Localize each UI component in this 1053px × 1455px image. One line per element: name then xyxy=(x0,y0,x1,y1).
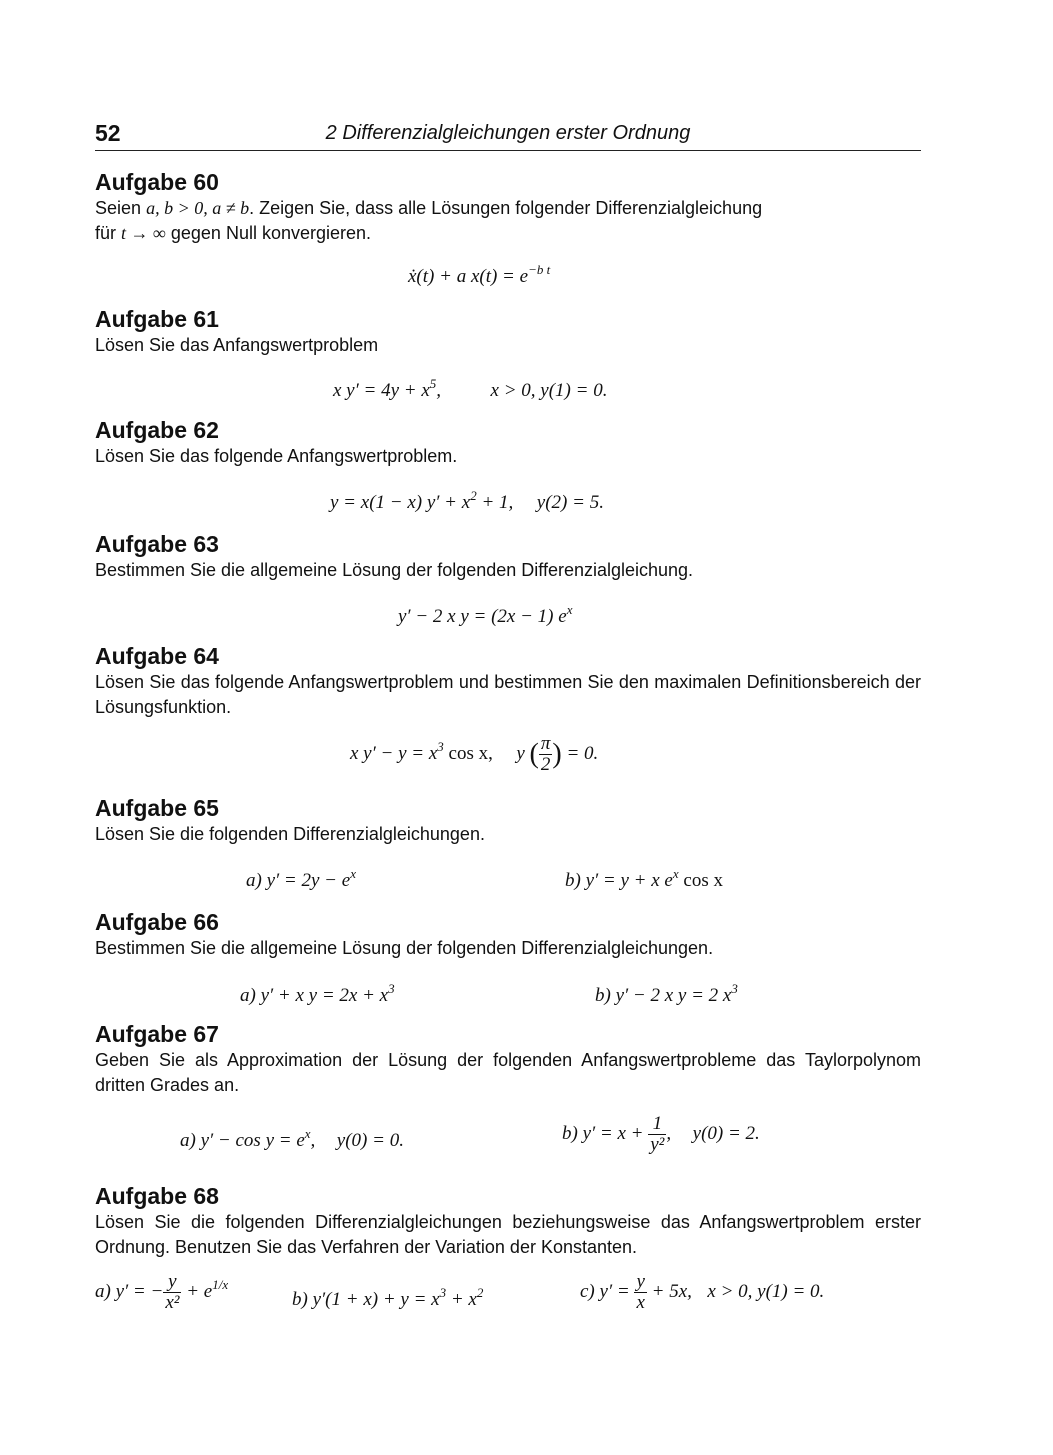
eq-main: y′ = xyxy=(599,1280,630,1302)
task-66 xyxy=(95,908,921,961)
eq-main: y′ − 2 x y = 2 x xyxy=(615,985,732,1006)
task-text: Lösen Sie das folgende Anfangswertproblem und bestimmen Sie den maximalen Definitionsbereich der Lösungsfunktion. xyxy=(95,672,921,717)
fraction-numerator: y xyxy=(636,1271,645,1292)
task-title: Aufgabe 62 xyxy=(95,417,219,443)
eq-main: y = x(1 − x) y′ + x xyxy=(330,492,471,513)
eq-condition: = 0. xyxy=(566,742,599,764)
task-text xyxy=(95,196,921,246)
eq-label: b) xyxy=(565,870,581,891)
eq-label: b) xyxy=(292,1289,308,1310)
eq-tail: cos x, xyxy=(448,742,493,764)
equation-65a xyxy=(246,866,356,892)
eq-condition: x > 0, y(1) = 0. xyxy=(490,380,608,401)
fraction-denominator: x² xyxy=(165,1292,180,1313)
eq-exponent: −b t xyxy=(528,262,551,277)
task-61 xyxy=(95,305,921,358)
equation-63 xyxy=(398,602,572,628)
task-title: Aufgabe 64 xyxy=(95,643,219,669)
eq-main: y′ − 2 x y = (2x − 1) e xyxy=(398,606,567,627)
text-part: gegen Null konvergieren. xyxy=(170,223,372,243)
fraction xyxy=(648,1114,666,1155)
task-68 xyxy=(95,1182,921,1260)
eq-condition: y(2) = 5. xyxy=(536,492,604,513)
equation-68c xyxy=(580,1272,824,1313)
task-67 xyxy=(95,1020,921,1098)
eq-exponent: 5 xyxy=(429,376,437,391)
eq-condition: y(0) = 0. xyxy=(336,1130,404,1151)
eq-mid: + x xyxy=(450,1289,477,1310)
eq-exponent: 1/x xyxy=(212,1276,229,1292)
equation-65b xyxy=(565,866,723,892)
task-64 xyxy=(95,642,921,720)
task-title: Aufgabe 65 xyxy=(95,795,219,821)
eq-exponent: 3 xyxy=(731,981,738,996)
math-condition: a, b > 0, a ≠ b xyxy=(146,198,250,218)
task-title: Aufgabe 67 xyxy=(95,1021,219,1047)
fraction-denominator: 2 xyxy=(540,754,551,775)
equation-62 xyxy=(330,488,604,514)
eq-exponent: 3 xyxy=(439,1285,447,1300)
eq-main: y′ + x y = 2x + x xyxy=(260,985,389,1006)
equation-67b xyxy=(562,1114,760,1155)
eq-exponent: x xyxy=(350,866,356,881)
eq-tail: , xyxy=(436,380,442,401)
equation-61 xyxy=(333,376,607,402)
eq-main: y′ = x + xyxy=(582,1122,644,1144)
task-text: Lösen Sie das folgende Anfangswertproblem. xyxy=(95,446,458,466)
eq-tail: cos x xyxy=(683,870,723,891)
eq-exponent: 3 xyxy=(437,738,444,754)
eq-label: b) xyxy=(562,1122,578,1144)
eq-tail: + e xyxy=(186,1280,213,1302)
eq-main: ẋ(t) + a x(t) = e xyxy=(408,266,529,287)
eq-main: y′ = 2y − e xyxy=(266,870,351,891)
task-65 xyxy=(95,794,921,847)
equation-66a xyxy=(240,981,395,1007)
eq-main: y′ = y + x e xyxy=(585,870,673,891)
paren-right: ) xyxy=(552,738,562,770)
eq-exponent: x xyxy=(566,602,573,617)
eq-main: y′ = − xyxy=(115,1280,164,1302)
eq-label: b) xyxy=(595,985,611,1006)
task-text: Geben Sie als Approximation der Lösung der folgenden Anfangswertprobleme das Taylorpolynom dritten Grades an. xyxy=(95,1050,921,1095)
fraction-denominator: y² xyxy=(650,1134,665,1155)
task-text: Lösen Sie das Anfangswertproblem xyxy=(95,335,379,355)
eq-label: a) xyxy=(246,870,262,891)
equation-68a xyxy=(95,1272,228,1313)
page-header xyxy=(95,118,921,151)
eq-condition: y xyxy=(516,742,525,764)
eq-condition: y(0) = 2. xyxy=(692,1122,760,1144)
eq-main: y′ − cos y = e xyxy=(200,1130,305,1151)
eq-exponent: x xyxy=(672,866,679,881)
eq-exponent: 3 xyxy=(388,981,395,996)
equation-64 xyxy=(350,734,598,775)
fraction xyxy=(634,1272,646,1313)
fraction-numerator: y xyxy=(163,1272,181,1293)
eq-main: x y′ = 4y + x xyxy=(333,380,430,401)
task-title: Aufgabe 63 xyxy=(95,531,219,557)
equation-60 xyxy=(408,262,550,288)
chapter-title: 2 Differenzialgleichungen erster Ordnung xyxy=(325,122,691,144)
fraction-denominator: x xyxy=(636,1292,645,1313)
equation-67a xyxy=(180,1126,404,1152)
eq-exponent: 2 xyxy=(476,1285,484,1300)
page-number: 52 xyxy=(95,120,121,146)
math-limit: t → ∞ xyxy=(121,223,166,243)
task-text: Lösen Sie die folgenden Differenzialgleichungen. xyxy=(95,824,485,844)
eq-label: a) xyxy=(95,1280,111,1302)
paren-left: ( xyxy=(529,738,539,770)
task-text: Lösen Sie die folgenden Differenzialgleichungen beziehungsweise das Anfangswertproblem erster Ordnung. Benutzen Sie das Verfahren der Variation der Konstanten. xyxy=(95,1212,921,1257)
task-text: Bestimmen Sie die allgemeine Lösung der folgenden Differenzialgleichungen. xyxy=(95,938,714,958)
fraction-numerator: 1 xyxy=(648,1114,666,1135)
task-63 xyxy=(95,530,921,583)
eq-tail: + 5x, xyxy=(651,1280,692,1302)
eq-tail: , xyxy=(310,1130,316,1151)
text-part: Seien xyxy=(95,198,142,218)
text-part: . Zeigen Sie, dass alle Lösungen folgender Differenzialgleichung xyxy=(249,198,763,218)
task-title: Aufgabe 68 xyxy=(95,1183,219,1209)
eq-tail: , xyxy=(666,1122,672,1144)
task-title: Aufgabe 60 xyxy=(95,169,219,195)
eq-condition: x > 0, y(1) = 0. xyxy=(707,1280,825,1302)
eq-tail: + 1, xyxy=(481,492,514,513)
eq-exponent: 2 xyxy=(470,488,477,503)
task-title: Aufgabe 61 xyxy=(95,306,219,332)
task-text: Bestimmen Sie die allgemeine Lösung der folgenden Differenzialgleichung. xyxy=(95,560,694,580)
task-title: Aufgabe 66 xyxy=(95,909,219,935)
eq-label: c) xyxy=(580,1280,595,1302)
fraction xyxy=(539,734,553,775)
text-part: für xyxy=(95,223,117,243)
equation-66b xyxy=(595,981,738,1007)
eq-main: x y′ − y = x xyxy=(350,742,438,764)
equation-68b xyxy=(292,1285,483,1311)
eq-exponent: x xyxy=(304,1126,311,1141)
eq-main: y′(1 + x) + y = x xyxy=(312,1289,440,1310)
fraction-numerator: π xyxy=(540,733,551,754)
task-62 xyxy=(95,416,921,469)
eq-label: a) xyxy=(180,1130,196,1151)
task-60 xyxy=(95,168,921,246)
fraction xyxy=(163,1272,181,1313)
eq-label: a) xyxy=(240,985,256,1006)
